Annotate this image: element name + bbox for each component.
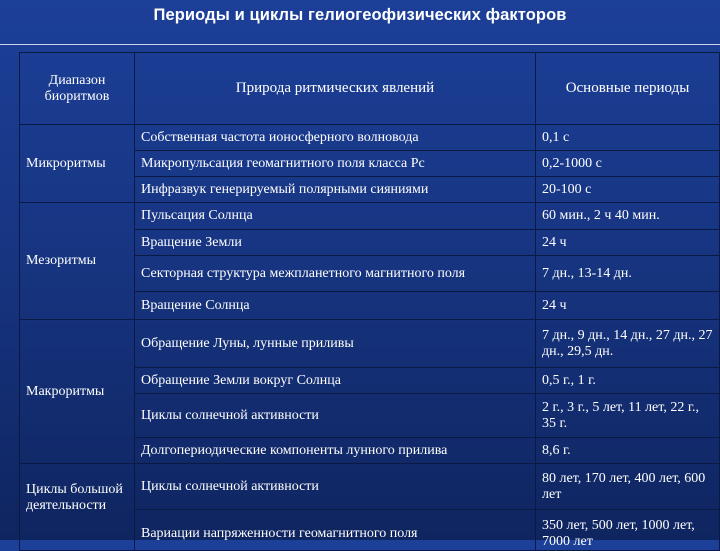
group-large: Циклы большой деятельности bbox=[20, 464, 135, 551]
periods-table bbox=[19, 52, 720, 551]
period-cell: 20-100 с bbox=[536, 177, 720, 203]
period-cell: 8,6 г. bbox=[536, 438, 720, 464]
period-cell: 7 дн., 9 дн., 14 дн., 27 дн., 27 дн., 29,5 дн. bbox=[536, 320, 720, 368]
nature-cell: Микропульсация геомагнитного поля класса Рс bbox=[135, 151, 536, 177]
period-cell: 24 ч bbox=[536, 292, 720, 320]
table-row bbox=[20, 125, 720, 151]
nature-cell: Секторная структура межпланетного магнитного поля bbox=[135, 256, 536, 292]
header-range: Диапазон биоритмов bbox=[20, 53, 135, 125]
nature-cell: Циклы солнечной активности bbox=[135, 394, 536, 438]
nature-cell: Инфразвук генерируемый полярными сияниями bbox=[135, 177, 536, 203]
period-cell: 2 г., 3 г., 5 лет, 11 лет, 22 г., 35 г. bbox=[536, 394, 720, 438]
nature-cell: Обращение Земли вокруг Солнца bbox=[135, 368, 536, 394]
period-cell: 80 лет, 170 лет, 400 лет, 600 лет bbox=[536, 464, 720, 510]
period-cell: 0,5 г., 1 г. bbox=[536, 368, 720, 394]
title-divider bbox=[0, 44, 720, 45]
period-cell: 350 лет, 500 лет, 1000 лет, 7000 лет bbox=[536, 510, 720, 551]
period-cell: 0,2-1000 с bbox=[536, 151, 720, 177]
table-row bbox=[20, 320, 720, 368]
nature-cell: Циклы солнечной активности bbox=[135, 464, 536, 510]
period-cell: 24 ч bbox=[536, 230, 720, 256]
nature-cell: Долгопериодические компоненты лунного прилива bbox=[135, 438, 536, 464]
nature-cell: Собственная частота ионосферного волновода bbox=[135, 125, 536, 151]
nature-cell: Обращение Луны, лунные приливы bbox=[135, 320, 536, 368]
nature-cell: Вращение Солнца bbox=[135, 292, 536, 320]
page-title: Периоды и циклы гелиогеофизических факторов bbox=[153, 6, 567, 24]
group-meso: Мезоритмы bbox=[20, 203, 135, 320]
table-row bbox=[20, 464, 720, 510]
header-periods: Основные периоды bbox=[536, 53, 720, 125]
header-nature: Природа ритмических явлений bbox=[135, 53, 536, 125]
period-cell: 60 мин., 2 ч 40 мин. bbox=[536, 203, 720, 230]
table-row bbox=[20, 203, 720, 230]
period-cell: 7 дн., 13-14 дн. bbox=[536, 256, 720, 292]
period-cell: 0,1 с bbox=[536, 125, 720, 151]
table-header-row bbox=[20, 53, 720, 125]
group-micro: Микроритмы bbox=[20, 125, 135, 203]
nature-cell: Пульсация Солнца bbox=[135, 203, 536, 230]
group-macro: Макроритмы bbox=[20, 320, 135, 464]
nature-cell: Вращение Земли bbox=[135, 230, 536, 256]
nature-cell: Вариации напряженности геомагнитного поля bbox=[135, 510, 536, 551]
